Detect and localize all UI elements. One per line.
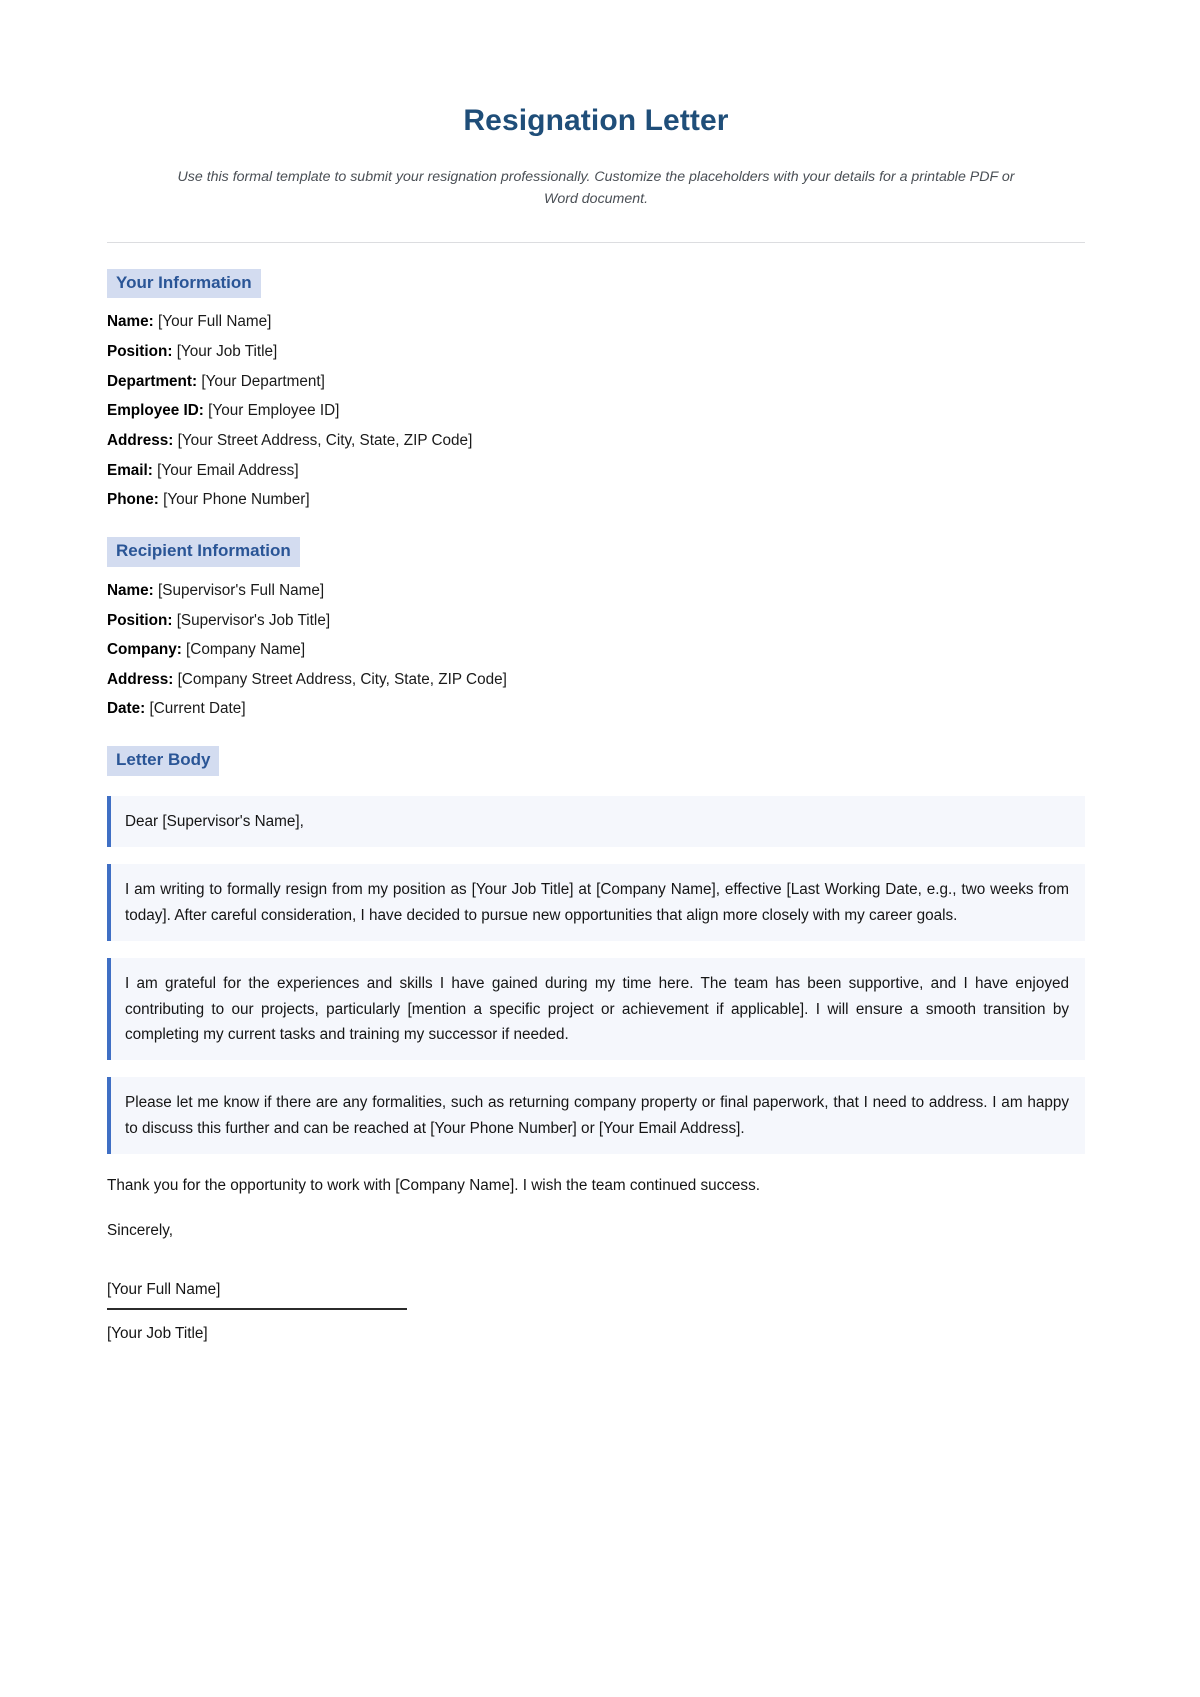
field-label: Name: (107, 581, 154, 599)
section-heading-recipient-information: Recipient Information (107, 537, 300, 567)
field-value: [Your Street Address, City, State, ZIP Code] (177, 432, 473, 449)
field-value: [Supervisor's Job Title] (176, 611, 331, 629)
closing-salutation: Sincerely, (107, 1221, 174, 1239)
field-row (107, 392, 1085, 422)
letter-paragraph-resignation: I am writing to formally resign from my position as [Your Job Title] at [Company Name], effective [Last Working Date, e.g., two weeks from today]. After careful consideration, I have decided to pursue new opportunities that align more closely with my career goals. (107, 864, 1085, 941)
signature-title: [Your Job Title] (107, 1325, 208, 1342)
section-your-information (107, 243, 1085, 511)
field-label: Address: (107, 432, 174, 449)
page-subtitle: Use this formal template to submit your resignation professionally. Customize the placeholders with your details for a printable PDF or Word document. (177, 168, 1015, 207)
field-label: Position: (107, 343, 173, 361)
field-label: Department: (107, 372, 198, 390)
letter-paragraph-formalities: Please let me know if there are any formalities, such as returning company property or final paperwork, that I need to address. I am happy to discuss this further and can be reached at [Your Phone Number] or [Your Email Address]. (107, 1077, 1085, 1154)
signature-block (107, 1243, 1085, 1346)
field-label: Position: (107, 611, 173, 629)
section-heading-your-information: Your Information (107, 269, 261, 299)
section-recipient-information (107, 511, 1085, 720)
field-label: Date: (107, 700, 146, 718)
field-row (107, 298, 1085, 333)
field-row (107, 481, 1085, 511)
field-label: Company: (107, 641, 182, 659)
field-label: Name: (107, 313, 154, 331)
section-letter-body (107, 720, 1085, 1346)
letter-paragraph-salutation: Dear [Supervisor's Name], (107, 796, 1085, 847)
field-label: Email: (107, 461, 153, 479)
field-value: [Current Date] (149, 700, 246, 718)
field-row (107, 631, 1085, 661)
recipient-information-field-list (107, 567, 1085, 720)
field-value: [Your Employee ID] (208, 402, 340, 420)
field-value: [Company Name] (186, 641, 306, 659)
your-information-field-list (107, 298, 1085, 510)
field-row (107, 363, 1085, 393)
field-value: [Supervisor's Full Name] (158, 581, 325, 599)
field-row (107, 567, 1085, 602)
field-label: Employee ID: (107, 402, 204, 420)
page-title: Resignation Letter (463, 104, 729, 137)
field-value: [Your Department] (201, 372, 325, 390)
field-value: [Your Full Name] (158, 313, 272, 331)
closing-thanks: Thank you for the opportunity to work with [Company Name]. I wish the team continued success. (107, 1177, 760, 1195)
field-value: [Your Job Title] (176, 343, 278, 361)
field-row (107, 690, 1085, 720)
field-row (107, 661, 1085, 691)
field-row (107, 452, 1085, 482)
field-label: Address: (107, 670, 174, 688)
field-value: [Company Street Address, City, State, ZIP Code] (177, 670, 507, 688)
section-heading-letter-body: Letter Body (107, 746, 219, 776)
field-row (107, 422, 1085, 452)
field-label: Phone: (107, 491, 159, 509)
field-value: [Your Phone Number] (163, 491, 310, 509)
letter-body-paragraphs (107, 796, 1085, 1154)
field-value: [Your Email Address] (157, 461, 299, 479)
field-row (107, 602, 1085, 632)
letter-paragraph-gratitude: I am grateful for the experiences and skills I have gained during my time here. The team has been supportive, and I have enjoyed contributing to our projects, particularly [mention a specific project or achievement if applicable]. I will ensure a smooth transition by completing my current tasks and training my successor if needed. (107, 958, 1085, 1060)
signature-name: [Your Full Name] (107, 1281, 221, 1299)
field-row (107, 333, 1085, 363)
